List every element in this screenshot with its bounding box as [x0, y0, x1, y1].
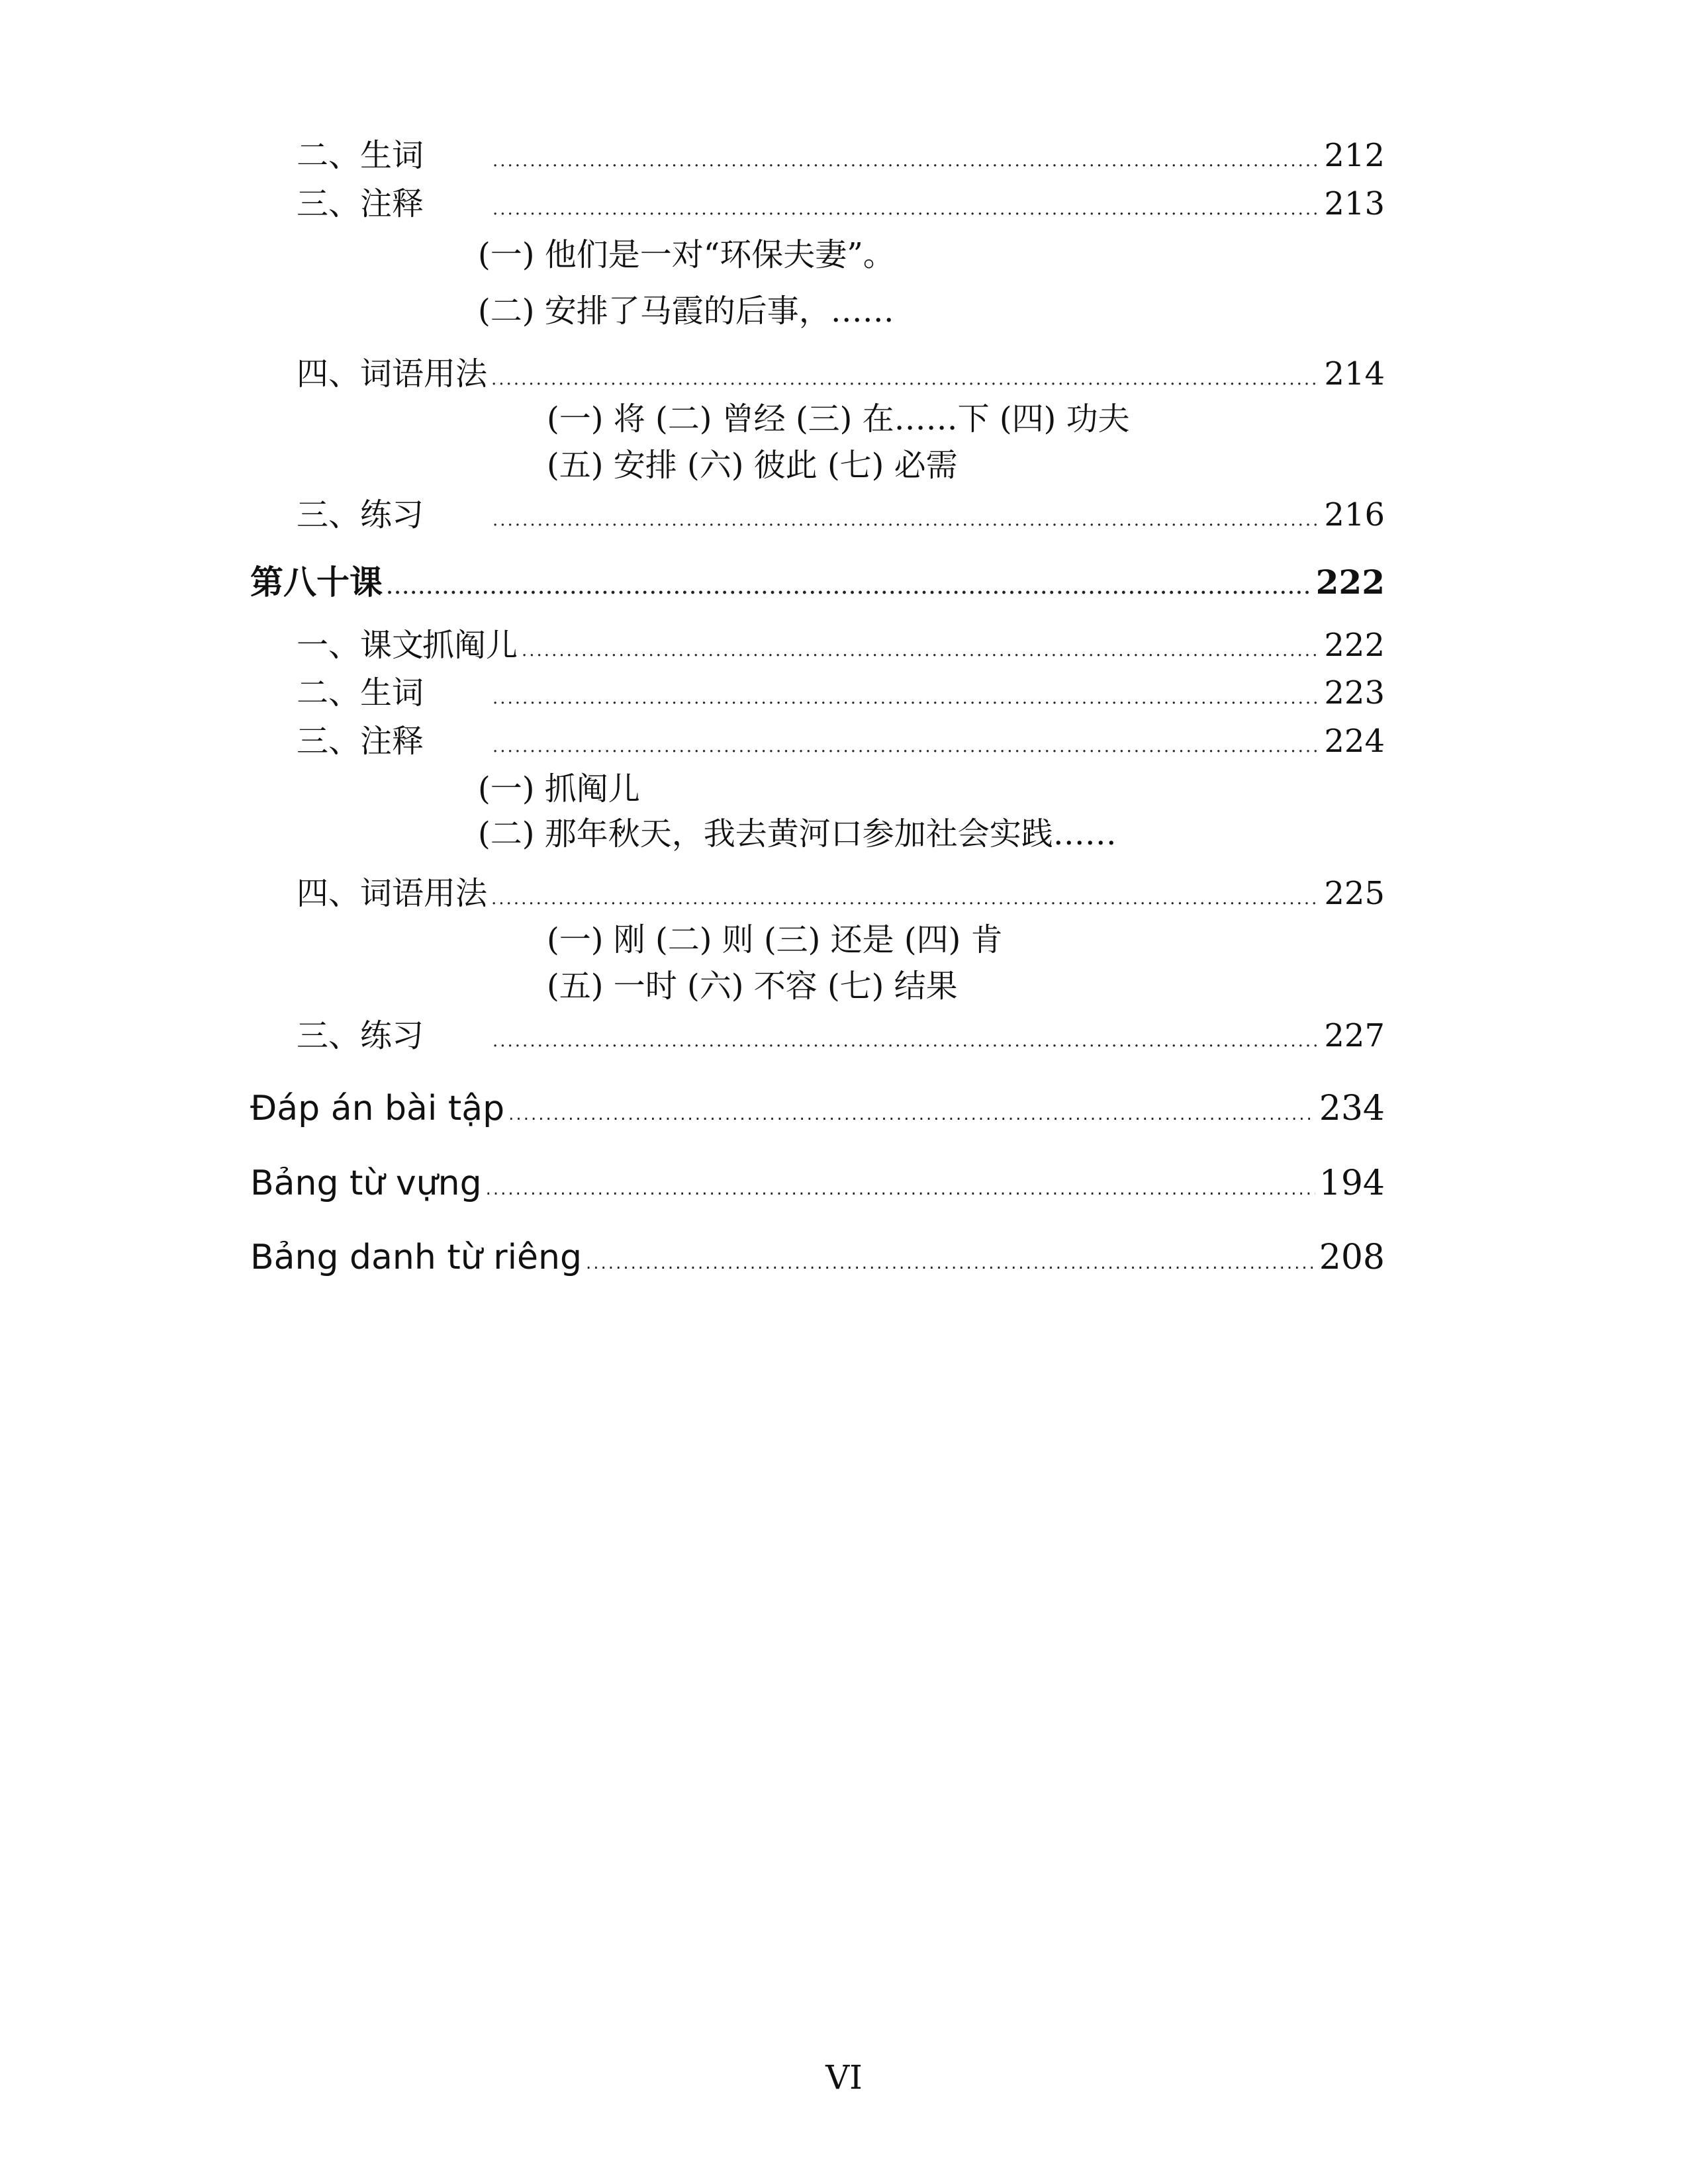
toc-page-number: 194 [1319, 1163, 1385, 1203]
toc-label: 三、注释 [297, 185, 424, 222]
toc-page-number: 225 [1324, 875, 1385, 912]
toc-page-number: 212 [1324, 137, 1385, 174]
dot-leader [492, 141, 1320, 181]
dot-leader [492, 1021, 1320, 1061]
toc-label: 四、词语用法 [297, 875, 488, 912]
toc-entry-exercise-80[interactable] [297, 1016, 1385, 1061]
usage-items-80-line1: (一) 刚 (二) 则 (三) 还是 (四) 肯 [547, 921, 1003, 958]
usage-items-80-line2: (五) 一时 (六) 不容 (七) 结果 [547, 968, 958, 1005]
toc-text-title: 抓阄儿 [422, 627, 518, 664]
toc-page-number: 227 [1324, 1017, 1385, 1054]
toc-label: 四、词语用法 [297, 355, 488, 392]
dot-leader [492, 500, 1320, 540]
dot-leader [492, 189, 1320, 229]
toc-entry-usage-80[interactable] [297, 874, 1385, 919]
dot-leader [491, 879, 1320, 919]
toc-label: 三、练习 [297, 496, 424, 533]
toc-page-number: 208 [1319, 1238, 1385, 1277]
note-item-79-1: (一) 他们是一对“环保夫妻”。 [478, 236, 895, 273]
toc-page-number: 224 [1324, 723, 1385, 760]
toc-page-number: 223 [1324, 674, 1385, 711]
usage-items-79-line1: (一) 将 (二) 曾经 (三) 在……下 (四) 功夫 [547, 400, 1130, 437]
toc-label: Bảng từ vựng [250, 1163, 482, 1203]
dot-leader [491, 359, 1320, 399]
toc-entry-notes-80[interactable] [297, 721, 1385, 766]
dot-leader [492, 678, 1320, 718]
toc-label: 一、课文 [297, 627, 424, 664]
dot-leader [522, 631, 1320, 670]
toc-label: 二、生词 [297, 137, 424, 174]
dot-leader [508, 1095, 1315, 1134]
usage-items-79-line2: (五) 安排 (六) 彼此 (七) 必需 [547, 447, 958, 484]
toc-entry-answers[interactable] [250, 1089, 1385, 1134]
note-item-80-1: (一) 抓阄儿 [478, 770, 640, 807]
toc-label: Đáp án bài tập [250, 1089, 505, 1128]
note-item-79-2: (二) 安排了马霞的后事，…… [478, 293, 894, 330]
toc-entry-proper-nouns[interactable] [250, 1238, 1385, 1283]
toc-entry-lesson-80[interactable] [250, 563, 1385, 608]
toc-entry-vocabulary-80[interactable] [297, 673, 1385, 718]
toc-entry-vocabulary-list[interactable] [250, 1163, 1385, 1209]
dot-leader [492, 727, 1320, 766]
toc-entry-text-80[interactable] [297, 625, 1385, 670]
toc-label: 二、生词 [297, 674, 424, 711]
dot-leader [486, 1169, 1315, 1209]
toc-page-number: 214 [1324, 355, 1385, 392]
toc-page-number: 222 [1324, 627, 1385, 664]
toc-label: Bảng danh từ riêng [250, 1238, 583, 1277]
chapter-title: 第八十课 [250, 563, 383, 602]
toc-entry-notes-79[interactable] [297, 184, 1385, 229]
toc-entry-exercise-79[interactable] [297, 495, 1385, 540]
toc-entry-vocabulary-79[interactable] [297, 136, 1385, 181]
toc-label: 三、注释 [297, 723, 424, 760]
toc-entry-usage-79[interactable] [297, 354, 1385, 399]
toc-label: 三、练习 [297, 1017, 424, 1054]
toc-page-number: 216 [1324, 496, 1385, 533]
toc-page-number: 234 [1319, 1089, 1385, 1128]
note-item-80-2: (二) 那年秋天，我去黄河口参加社会实践…… [478, 815, 1117, 852]
toc-page-number: 222 [1315, 563, 1385, 602]
dot-leader [387, 569, 1312, 608]
page-number-footer: VI [825, 2058, 863, 2097]
toc-page-number: 213 [1324, 185, 1385, 222]
dot-leader [586, 1244, 1315, 1283]
